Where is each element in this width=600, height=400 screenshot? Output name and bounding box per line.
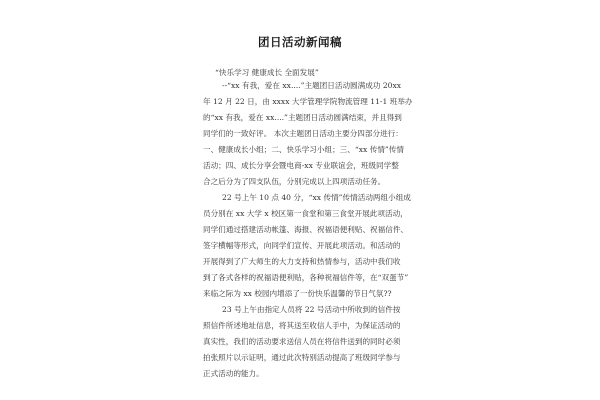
body-line: 同学们通过搭建活动帐篷、海报、祝福语便利贴、祝福信件、: [203, 225, 409, 234]
body-line: --“xx 有我，爱在 xx....”主题团日活动圆满成功 20xx: [222, 81, 402, 90]
body-line: 员分别在 xx 大学 x 校区第一食堂和第三食堂开展此项活动，: [203, 209, 408, 218]
body-line: 照信件所述地址信息，将其送至收信人手中，为保证活动的: [203, 321, 401, 330]
body-line: 开展得到了广大师生的大力支持和热情参与，活动中我们收: [203, 257, 401, 266]
body-line: 22 号上午 10 点 40 分，“xx 传情”传情活动两组小组成: [222, 193, 411, 202]
body-line: 的“xx 有我，爱在 xx....”主题团日活动圆满结束，并且得到: [203, 113, 402, 122]
document-title: 团日活动新闻稿: [258, 35, 342, 49]
body-line: 签字横幅等形式，向同学们宣传、开展此项活动。和活动的: [203, 241, 401, 250]
body-line: 来临之际为 xx 校园内增添了一份快乐温馨的节日气氛??: [203, 289, 392, 298]
body-line: 正式活动的能力。: [203, 369, 264, 378]
body-line: 23 号上午由指定人员将 22 号活动中所收到的信件按: [222, 305, 401, 314]
body-line: 真实性，我们的活动要求送信人员在将信件送到的同时必须: [203, 337, 401, 346]
document-subtitle: “快乐学习 健康成长 全面发展”: [215, 68, 319, 77]
body-line: 同学们的一致好评。 本次主题团日活动主要分四部分进行：: [203, 129, 403, 138]
body-line: 拍张照片以示证明，通过此次特别活动提高了班级同学参与: [203, 353, 401, 362]
body-line: 年 12 月 22 日，由 xxxx 大学管理学院物流管理 11-1 班举办: [203, 97, 413, 106]
body-line: 一、健康成长小组；二、快乐学习小组；三、“xx 传情”传情: [203, 145, 404, 154]
body-line: 合之后分为了四支队伍，分别完成以上四项活动任务。: [203, 177, 386, 186]
body-line: 活动；四、成长分享会暨电商-xx 专业联谊会，班级同学整: [203, 161, 399, 170]
body-line: 到了各式各样的祝福语便利贴，各种祝福信件等，在“双蛋节”: [203, 273, 409, 282]
